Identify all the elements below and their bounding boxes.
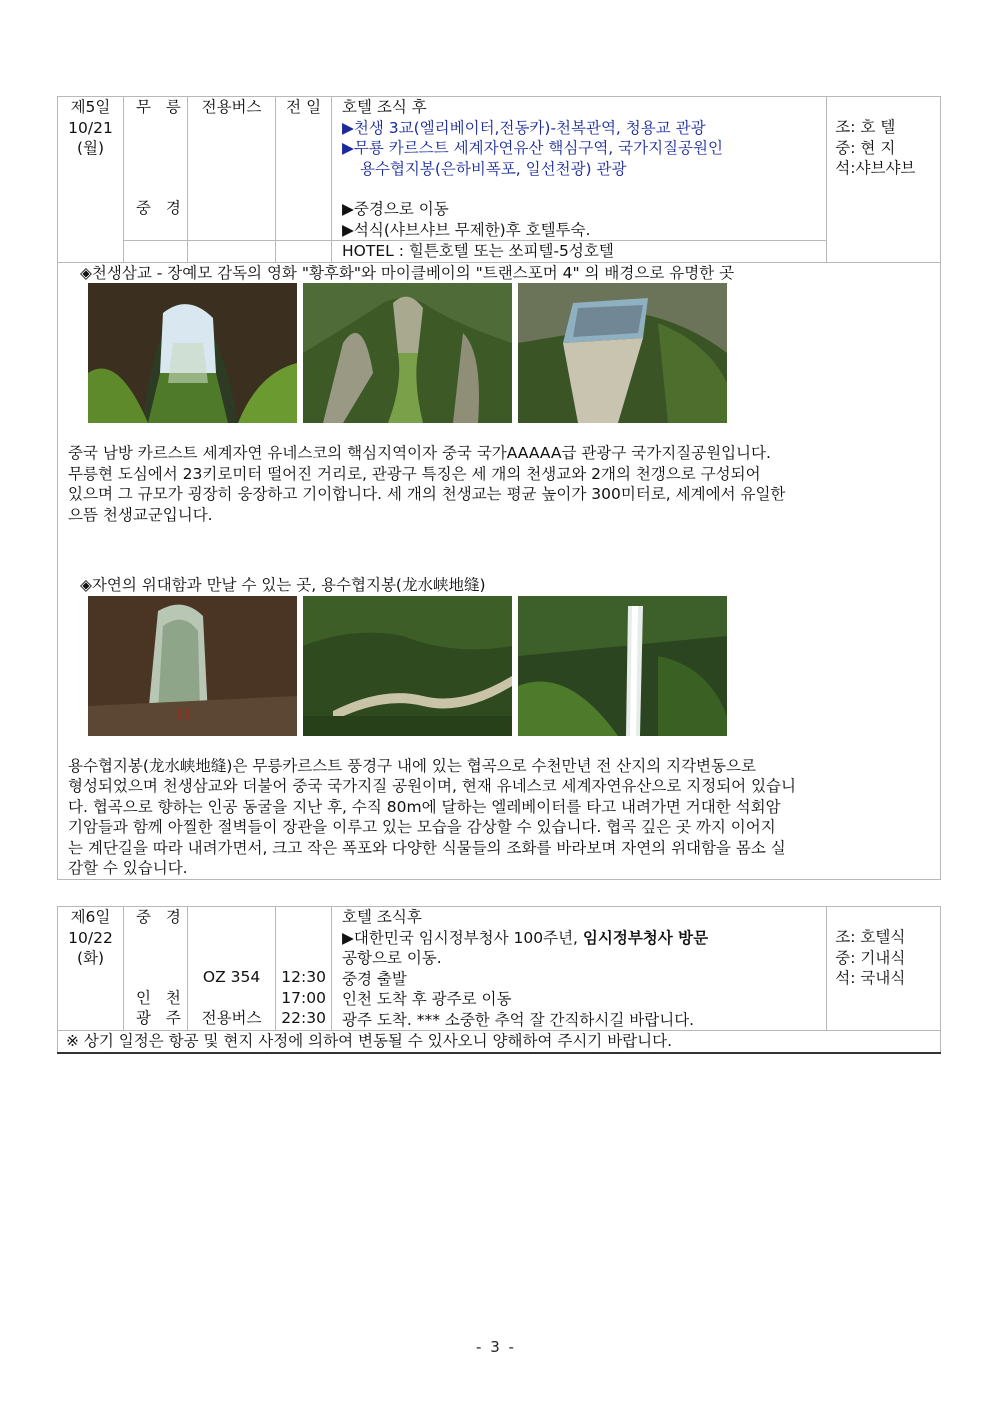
day6-time-arrive: 17:00 — [281, 988, 326, 1007]
day6-line-6: 광주 도착. *** 소중한 추억 잘 간직하시길 바랍니다. — [342, 1010, 695, 1029]
day5-city-cell — [123, 97, 187, 241]
section2-paragraph — [58, 756, 940, 879]
section1-para-line-2: 무릉현 도심에서 23키로미터 떨어진 거리로, 관광구 특징은 세 개의 천생교와 2개의 천갱으로 구성되어 — [68, 464, 761, 483]
section2-para-line-1: 용수협지봉(龙水峡地缝)은 무릉카르스트 풍경구 내에 있는 협곡으로 수천만년 전 산지의 지각변동으로 — [68, 756, 756, 775]
day6-meal-breakfast: 조: 호텔식 — [835, 928, 906, 946]
itinerary-day6-block — [57, 906, 941, 1054]
day6-meals — [827, 907, 941, 1031]
day5-description — [332, 97, 827, 241]
day6-weekday: (화) — [76, 949, 105, 967]
day5-time: 전 일 — [276, 97, 332, 241]
schedule-notice: ※ 상기 일정은 항공 및 현지 사정에 의하여 변동될 수 있사오니 양해하여 주시기 바랍니다. — [58, 1031, 941, 1053]
section2-heading: ◈자연의 위대함과 만날 수 있는 곳, 용수협지봉(龙水峡地缝) — [80, 576, 486, 594]
day5-date: 10/21 — [68, 118, 113, 137]
day5-day: 제5일 — [70, 98, 111, 116]
section1-cell — [58, 262, 941, 879]
day5-line-1: 호텔 조식 후 — [342, 98, 427, 116]
day5-meal-breakfast: 조: 호 텔 — [835, 118, 896, 136]
gorge-cave-photo — [88, 596, 297, 736]
section2-para-line-3: 다. 협곡으로 향하는 인공 동굴을 지난 후, 수직 80m에 달하는 엘레베이터를 타고 내려가면 거대한 석회암 — [68, 797, 781, 816]
section1-paragraph — [58, 443, 940, 525]
section2-para-line-4: 기암들과 함께 아찔한 절벽들이 장관을 이루고 있는 모습을 감상할 수 있습니다. 협곡 깊은 곳 까지 이어지 — [68, 818, 776, 836]
day5-table — [57, 96, 941, 880]
day6-transport: 전용버스 — [201, 1008, 262, 1027]
day6-line-5: 인천 도착 후 광주로 이동 — [342, 990, 512, 1008]
day6-time-final: 22:30 — [281, 1009, 326, 1027]
day6-day-cell — [58, 907, 124, 1031]
day6-time-cell — [276, 907, 332, 1031]
day5-transport: 전용버스 — [187, 97, 275, 241]
day6-meal-dinner: 석: 국내식 — [835, 969, 906, 987]
day6-table — [57, 906, 941, 1054]
day6-line-2: ▶대한민국 임시정부청사 100주년, 임시정부청사 방문 — [342, 928, 709, 947]
day6-line-3: 공항으로 이동. — [342, 949, 442, 967]
day6-day: 제6일 — [70, 908, 111, 926]
day5-city1: 무 릉 — [135, 98, 181, 116]
day6-city1: 중 경 — [135, 908, 181, 926]
section2-para-line-6: 감할 수 있습니다. — [68, 859, 188, 877]
day5-line-4: 용수협지봉(은하비폭포, 일선천광) 관광 — [360, 159, 627, 178]
section2-para-line-5: 는 계단길을 따라 내려가면서, 크고 작은 폭포와 다양한 식물들의 조화를 바라보며 자연의 위대함을 몸소 실 — [68, 838, 786, 857]
day6-time-depart: 12:30 — [281, 968, 326, 986]
day6-city-cell — [123, 907, 187, 1031]
day5-hotel: HOTEL : 힐튼호텔 또는 쏘피텔-5성호텔 — [332, 241, 827, 263]
day6-date: 10/22 — [68, 928, 113, 947]
day6-flight: OZ 354 — [202, 968, 261, 986]
section1-para-line-3: 있으며 그 규모가 굉장히 웅장하고 기이합니다. 세 개의 천생교는 평균 높이가 300미터로, 세계에서 유일한 — [68, 485, 786, 503]
day5-line-3: ▶무룡 카르스트 세계자연유산 핵심구역, 국가지질공원인 — [342, 139, 723, 157]
page-number: - 3 - — [476, 1338, 516, 1356]
day6-meal-lunch: 중: 기내식 — [835, 948, 906, 967]
day5-city2: 중 경 — [135, 198, 181, 217]
day6-city2: 인 천 — [135, 988, 181, 1007]
itinerary-day5-block — [57, 96, 941, 880]
section2-photos — [88, 596, 940, 736]
day5-line-6: ▶석식(샤브샤브 무제한)후 호텔투숙. — [342, 220, 591, 239]
section1-heading: ◈천생삼교 - 장예모 감독의 영화 "황후화"와 마이클베이의 "트랜스포머 4" 의 배경으로 유명한 곳 — [80, 263, 735, 282]
day6-line-4: 중경 출발 — [342, 969, 407, 988]
day5-meals — [827, 97, 941, 263]
gorge-path-photo — [303, 596, 512, 736]
section1-photos — [88, 283, 940, 423]
waterfall-photo — [518, 596, 727, 736]
glass-platform-photo — [518, 283, 727, 423]
natural-bridge-photo-1 — [88, 283, 297, 423]
day6-city3: 광 주 — [135, 1009, 181, 1027]
day5-day-cell — [58, 97, 124, 263]
section1-para-line-1: 중국 남방 카르스트 세계자연 유네스코의 핵심지역이자 중국 국가AAAAA급 관광구 국가지질공원입니다. — [68, 444, 771, 462]
section2-para-line-2: 형성되었으며 천생삼교와 더불어 중국 국가지질 공원이며, 현재 유네스코 세계자연유산으로 지정되어 있습니 — [68, 777, 796, 795]
day5-line-5: ▶중경으로 이동 — [342, 200, 449, 218]
day6-transport-cell — [187, 907, 275, 1031]
natural-bridge-photo-2 — [303, 283, 512, 423]
day5-weekday: (월) — [76, 139, 105, 157]
day6-description — [332, 907, 827, 1031]
day5-meal-dinner: 석:샤브샤브 — [835, 159, 916, 177]
day6-line-1: 호텔 조식후 — [342, 908, 422, 926]
section1-para-line-4: 으뜸 천생교군입니다. — [68, 505, 213, 524]
day5-line-2: ▶천생 3교(엘리베이터,전동카)-천복관역, 청용교 관광 — [342, 118, 706, 137]
day5-meal-lunch: 중: 현 지 — [835, 138, 896, 157]
